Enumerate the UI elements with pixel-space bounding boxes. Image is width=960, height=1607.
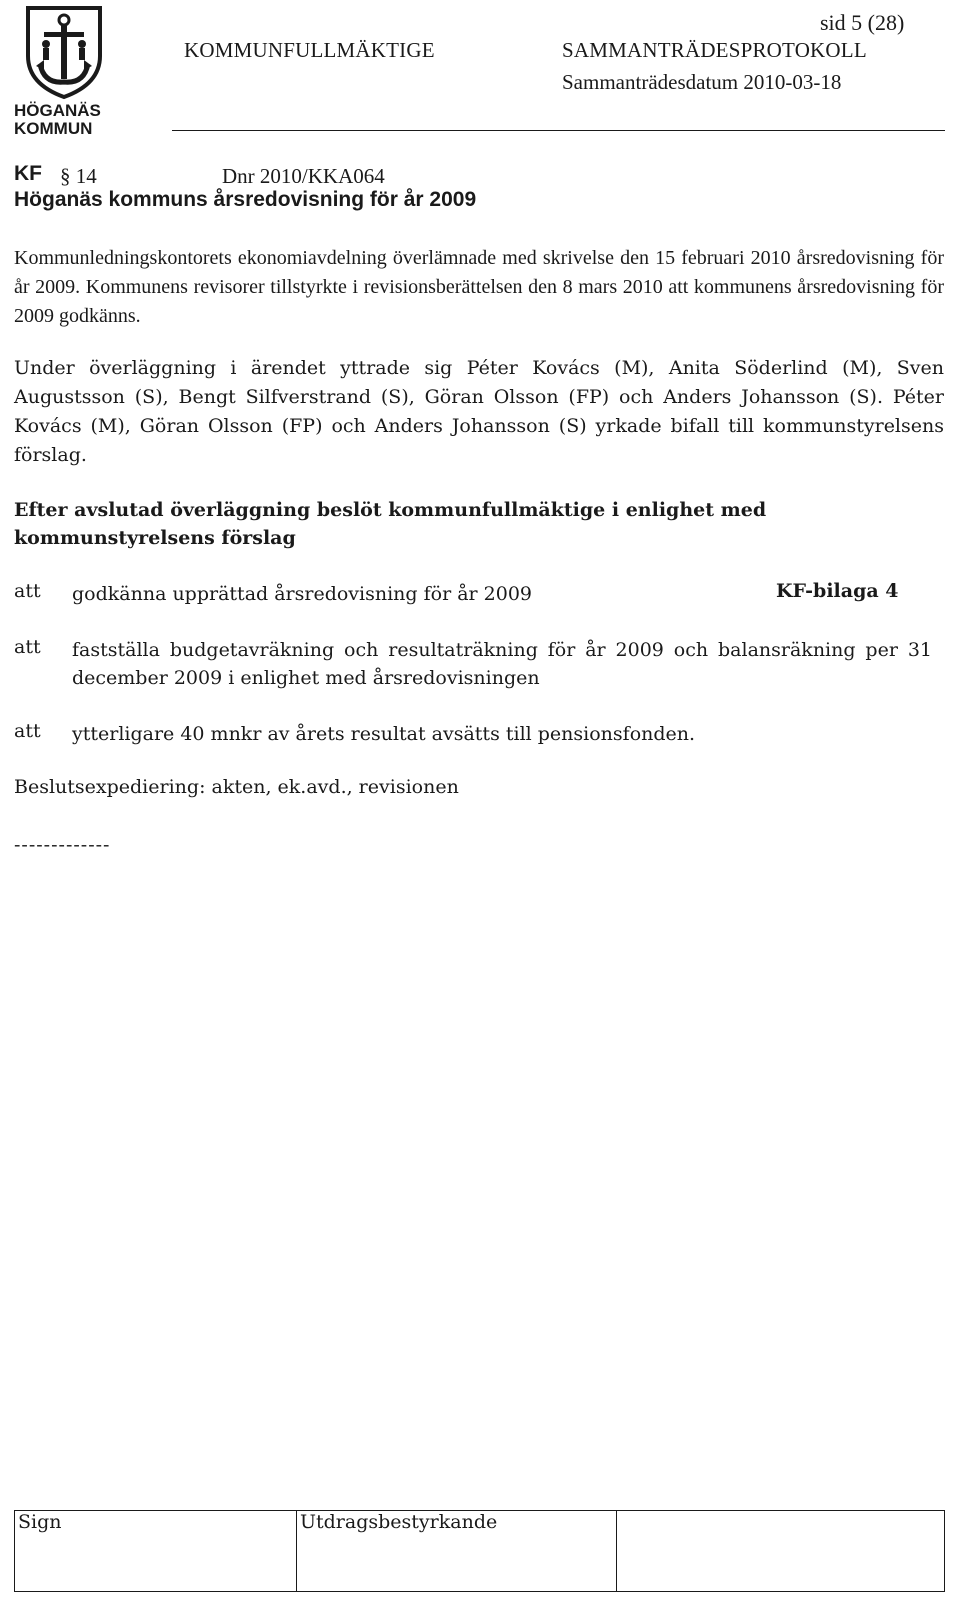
decision-prefix: att: [14, 720, 41, 742]
paragraph-debate: Under överläggning i ärendet yttrade sig Péter Kovács (M), Anita Söderlind (M), Sven Augustsson (S), Bengt Silfverstrand (S), Göran Olsson (FP) och Anders Johansson (S). Péter Kovács (M), Göran Olsson (FP) och Anders Johansson (S) yrkade bifall till kommunstyrelsens förslag.: [14, 357, 944, 466]
separator-line: -------------: [14, 834, 111, 856]
meeting-date: Sammanträdesdatum 2010-03-18: [562, 70, 842, 94]
paragraph-background: Kommunledningskontorets ekonomiavdelning överlämnade med skrivelse den 15 februari 2010 årsredovisning för år 2009. Kommunens revisorer tillstyrkte i revisionsberättelsen den 8 mars 2010 att kommunens årsredovisning för 2009 godkänns.: [14, 247, 944, 327]
signature-box-divider: [616, 1510, 617, 1592]
decision-text: ytterligare 40 mnkr av årets resultat avsätts till pensionsfonden.: [72, 723, 696, 745]
document-type: SAMMANTRÄDESPROTOKOLL: [562, 38, 867, 62]
decision-text: fastställa budgetavräkning och resultaträkning för år 2009 och balansräkning per 31 december 2009 i enlighet med årsredovisningen: [72, 639, 932, 689]
header-divider: [172, 130, 945, 131]
case-reference: Dnr 2010/KKA064: [222, 164, 385, 188]
body-name: KOMMUNFULLMÄKTIGE: [184, 38, 435, 62]
attachment-reference: KF-bilaga 4: [776, 580, 899, 602]
signature-box-divider: [296, 1510, 297, 1592]
decision-prefix: att: [14, 636, 41, 658]
section-label: KF: [14, 162, 42, 185]
logo-text-hoganas: HÖGANÄS: [14, 101, 101, 120]
section-number-value: 14: [75, 164, 97, 188]
anchor-crest-icon: [14, 4, 114, 100]
hoganas-kommun-logo: [14, 4, 114, 138]
certified-label: Utdragsbestyrkande: [300, 1511, 498, 1533]
decision-intro: Efter avslutad överläggning beslöt kommunfullmäktige i enlighet med kommunstyrelsens förslag: [14, 499, 767, 549]
decision-text: godkänna upprättad årsredovisning för år 2009: [72, 583, 533, 605]
sign-label: Sign: [18, 1511, 62, 1533]
section-number: § 14: [60, 164, 97, 188]
logo-text-kommun: KOMMUN: [14, 119, 93, 138]
distribution-list: Beslutsexpediering: akten, ek.avd., revisionen: [14, 776, 459, 798]
decision-prefix: att: [14, 580, 41, 602]
page-number: sid 5 (28): [820, 10, 905, 35]
section-title: Höganäs kommuns årsredovisning för år 2009: [14, 188, 477, 211]
